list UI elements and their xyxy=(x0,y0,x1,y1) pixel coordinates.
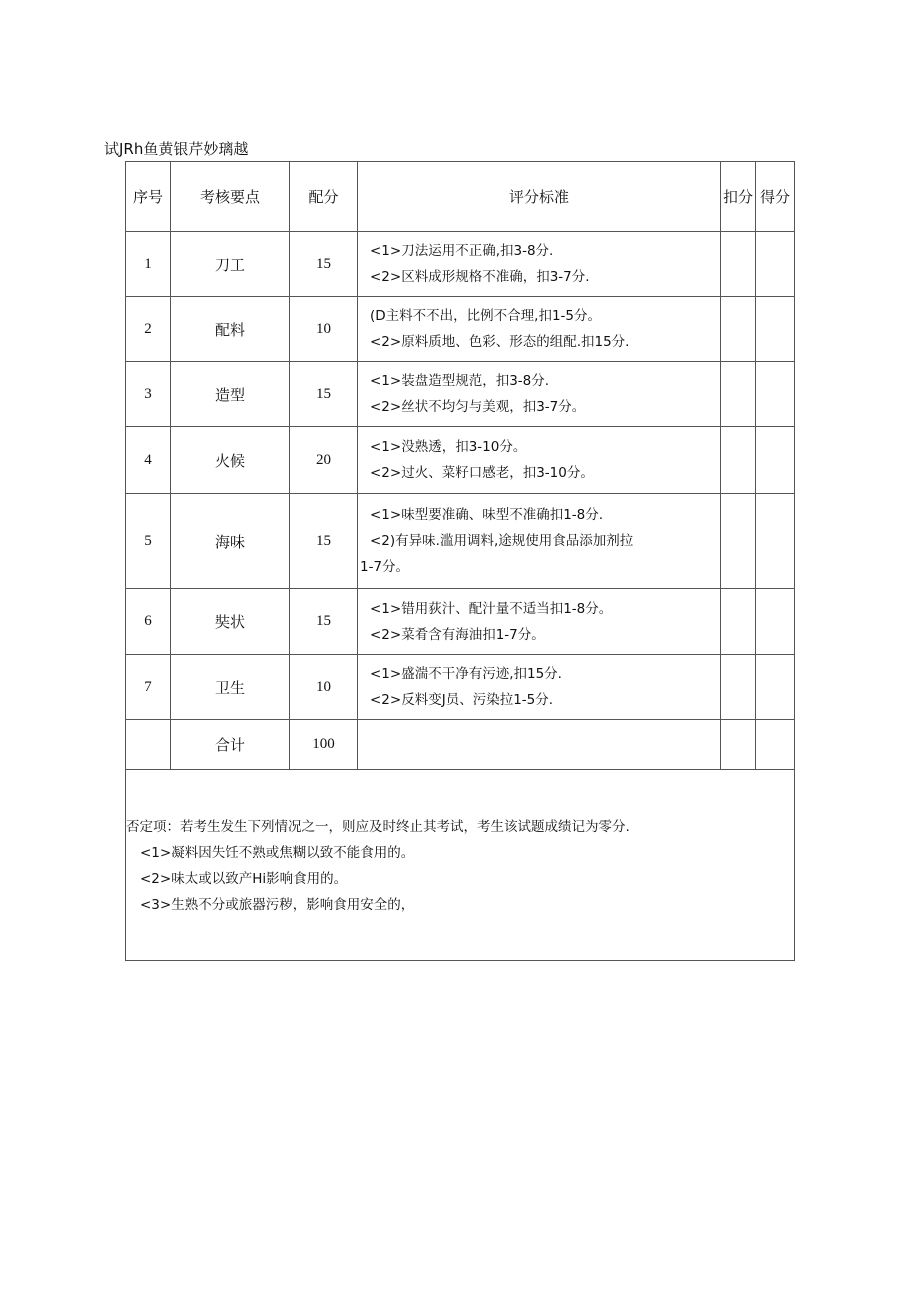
row-no: 5 xyxy=(126,494,171,589)
veto-item: <1>凝料因失饪不熟或焦糊以致不能食用的。 xyxy=(140,845,415,861)
table-row xyxy=(126,427,795,494)
row-criteria xyxy=(358,494,721,589)
table-header-row xyxy=(126,162,795,232)
row-item: 刀工 xyxy=(171,232,290,297)
scoring-table xyxy=(125,161,795,961)
row-points: 15 xyxy=(290,589,358,655)
veto-item: <3>生熟不分或旅器污秽，影响食用安全的， xyxy=(140,897,415,913)
score-cell xyxy=(756,232,795,297)
total-score-cell xyxy=(756,720,795,770)
criteria-line: <2>菜肴含有海油扣1-7分。 xyxy=(370,626,545,643)
criteria-line: <1>盛湍不干净有污迹,扣15分. xyxy=(370,666,562,682)
row-criteria xyxy=(358,362,721,427)
criteria-line: <1>刀法运用不正确,扣3-8分. xyxy=(370,243,554,259)
total-label: 合计 xyxy=(171,720,290,770)
row-item: 造型 xyxy=(171,362,290,427)
veto-item: <2>味太或以致产Hi影响食用的。 xyxy=(140,871,348,887)
deduct-cell xyxy=(721,494,756,589)
score-cell xyxy=(756,427,795,494)
criteria-line: <2>过火、菜籽口感老，扣3-10分。 xyxy=(370,465,594,481)
row-points: 10 xyxy=(290,297,358,362)
row-criteria xyxy=(358,232,721,297)
total-criteria-cell xyxy=(358,720,721,770)
total-deduct-cell xyxy=(721,720,756,770)
row-item: 卫生 xyxy=(171,655,290,720)
table-row xyxy=(126,494,795,589)
deduct-cell xyxy=(721,297,756,362)
header-no: 序号 xyxy=(126,162,171,232)
score-cell xyxy=(756,362,795,427)
row-points: 20 xyxy=(290,427,358,494)
row-criteria xyxy=(358,297,721,362)
row-no: 7 xyxy=(126,655,171,720)
row-points: 15 xyxy=(290,494,358,589)
criteria-line: <1>味型要准确、味型不准确扣1-8分. xyxy=(370,507,604,523)
criteria-line: 1-7分。 xyxy=(360,559,410,575)
veto-row xyxy=(126,770,795,961)
row-points: 15 xyxy=(290,232,358,297)
total-row xyxy=(126,720,795,770)
row-no: 1 xyxy=(126,232,171,297)
deduct-cell xyxy=(721,589,756,655)
row-item: 奘状 xyxy=(171,589,290,655)
document-title: 试JRh鱼黄银芹妙璃越 xyxy=(104,140,249,158)
deduct-cell xyxy=(721,362,756,427)
deduct-cell xyxy=(721,427,756,494)
criteria-line: <1>装盘造型规范，扣3-8分. xyxy=(370,373,550,389)
criteria-line: (D主料不不出，比例不合理,扣1-5分。 xyxy=(370,308,602,324)
veto-intro: 否定项：若考生发生下列情况之一，则应及时终止其考试，考生该试题成绩记为零分. xyxy=(126,819,630,835)
row-no: 3 xyxy=(126,362,171,427)
deduct-cell xyxy=(721,655,756,720)
row-criteria xyxy=(358,589,721,655)
row-points: 10 xyxy=(290,655,358,720)
score-cell xyxy=(756,494,795,589)
row-no: 4 xyxy=(126,427,171,494)
table-row xyxy=(126,297,795,362)
header-item: 考核要点 xyxy=(171,162,290,232)
criteria-line: <2>丝状不均匀与美观，扣3-7分。 xyxy=(370,399,586,415)
criteria-line: <2>反料变J员、污染拉1-5分. xyxy=(370,692,554,708)
table-row xyxy=(126,589,795,655)
row-criteria xyxy=(358,655,721,720)
row-points: 15 xyxy=(290,362,358,427)
row-item: 火候 xyxy=(171,427,290,494)
row-item: 海味 xyxy=(171,494,290,589)
row-no: 2 xyxy=(126,297,171,362)
score-cell xyxy=(756,589,795,655)
veto-cell xyxy=(126,770,795,961)
score-cell xyxy=(756,297,795,362)
header-criteria: 评分标准 xyxy=(358,162,721,232)
total-points: 100 xyxy=(290,720,358,770)
table-row xyxy=(126,362,795,427)
header-score: 得分 xyxy=(756,162,795,232)
criteria-line: <2>原料质地、色彩、形态的组配.扣15分. xyxy=(370,334,630,350)
criteria-line: <1>错用荻汁、配汁量不适当扣1-8分。 xyxy=(370,600,613,617)
header-points: 配分 xyxy=(290,162,358,232)
score-cell xyxy=(756,655,795,720)
row-no: 6 xyxy=(126,589,171,655)
table-row xyxy=(126,655,795,720)
total-empty-cell xyxy=(126,720,171,770)
criteria-line: <2)有异味.滥用调料,途规使用食品添加剂拉 xyxy=(370,533,634,549)
row-criteria xyxy=(358,427,721,494)
deduct-cell xyxy=(721,232,756,297)
header-deduct: 扣分 xyxy=(721,162,756,232)
row-item: 配料 xyxy=(171,297,290,362)
criteria-line: <2>区料成形规格不准确，扣3-7分. xyxy=(370,269,590,285)
table-row xyxy=(126,232,795,297)
criteria-line: <1>没熟透，扣3-10分。 xyxy=(370,439,527,455)
